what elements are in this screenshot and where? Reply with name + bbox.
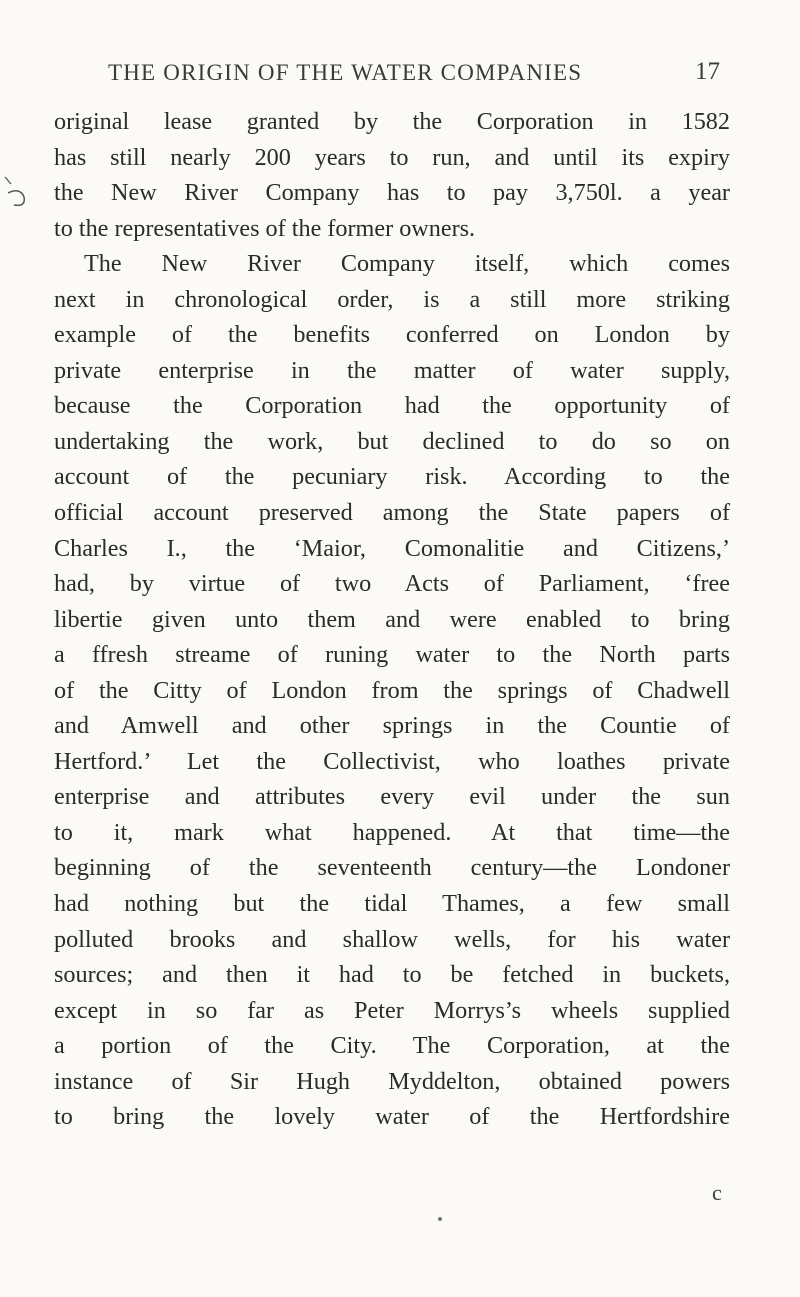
text-line: a portion of the City. The Corporation, at the [54, 1032, 730, 1060]
text-line: to bring the lovely water of the Hertfordshire [54, 1103, 730, 1131]
signature-mark: c [712, 1180, 722, 1205]
text-line: instance of Sir Hugh Myddelton, obtained powers [54, 1067, 730, 1095]
text-line: has still nearly 200 years to run, and until its expiry [54, 143, 730, 171]
text-line: private enterprise in the matter of water supply, [54, 356, 730, 384]
running-head [108, 60, 720, 94]
text-line: of the Citty of London from the springs of Chadwell [54, 676, 730, 704]
text-line: The New River Company itself, which comes [84, 250, 730, 278]
text-line: had nothing but the tidal Thames, a few small [54, 890, 730, 918]
text-line: beginning of the seventeenth century—the Londoner [54, 854, 730, 882]
text-line: polluted brooks and shallow wells, for his water [54, 925, 730, 953]
running-title: THE ORIGIN OF THE WATER COMPANIES [108, 60, 583, 85]
text-line: sources; and then it had to be fetched in buckets, [54, 961, 730, 989]
text-line: original lease granted by the Corporation in 1582 [54, 108, 730, 135]
text-line: undertaking the work, but declined to do so on [54, 427, 730, 455]
paper-speck [438, 1217, 442, 1221]
text-line: to it, mark what happened. At that time—the [54, 818, 730, 846]
text-line: and Amwell and other springs in the Countie of [54, 712, 730, 740]
text-line: account of the pecuniary risk. According to the [54, 463, 730, 491]
text-line: except in so far as Peter Morrys’s wheels supplied [54, 996, 730, 1024]
text-line: Hertford.’ Let the Collectivist, who loathes private [54, 747, 730, 775]
text-line: next in chronological order, is a still more striking [54, 285, 730, 313]
text-line: official account preserved among the State papers of [54, 499, 730, 527]
text-line: a ffresh streame of runing water to the North parts [54, 641, 730, 669]
text-line: because the Corporation had the opportunity of [54, 392, 730, 420]
page-number: 17 [695, 58, 720, 85]
text-line: enterprise and attributes every evil under the sun [54, 783, 730, 811]
text-line: the New River Company has to pay 3,750l. a year [54, 179, 730, 207]
text-line: Charles I., the ‘Maior, Comonalitie and Citizens,’ [54, 534, 730, 562]
text-line: to the representatives of the former owners. [54, 214, 476, 242]
text-line: had, by virtue of two Acts of Parliament, ‘free [54, 570, 730, 598]
pencil-margin-mark-icon [2, 175, 32, 215]
body-text [54, 104, 730, 1135]
text-line: example of the benefits conferred on London by [54, 321, 730, 349]
text-line: libertie given unto them and were enabled to bring [54, 605, 730, 633]
